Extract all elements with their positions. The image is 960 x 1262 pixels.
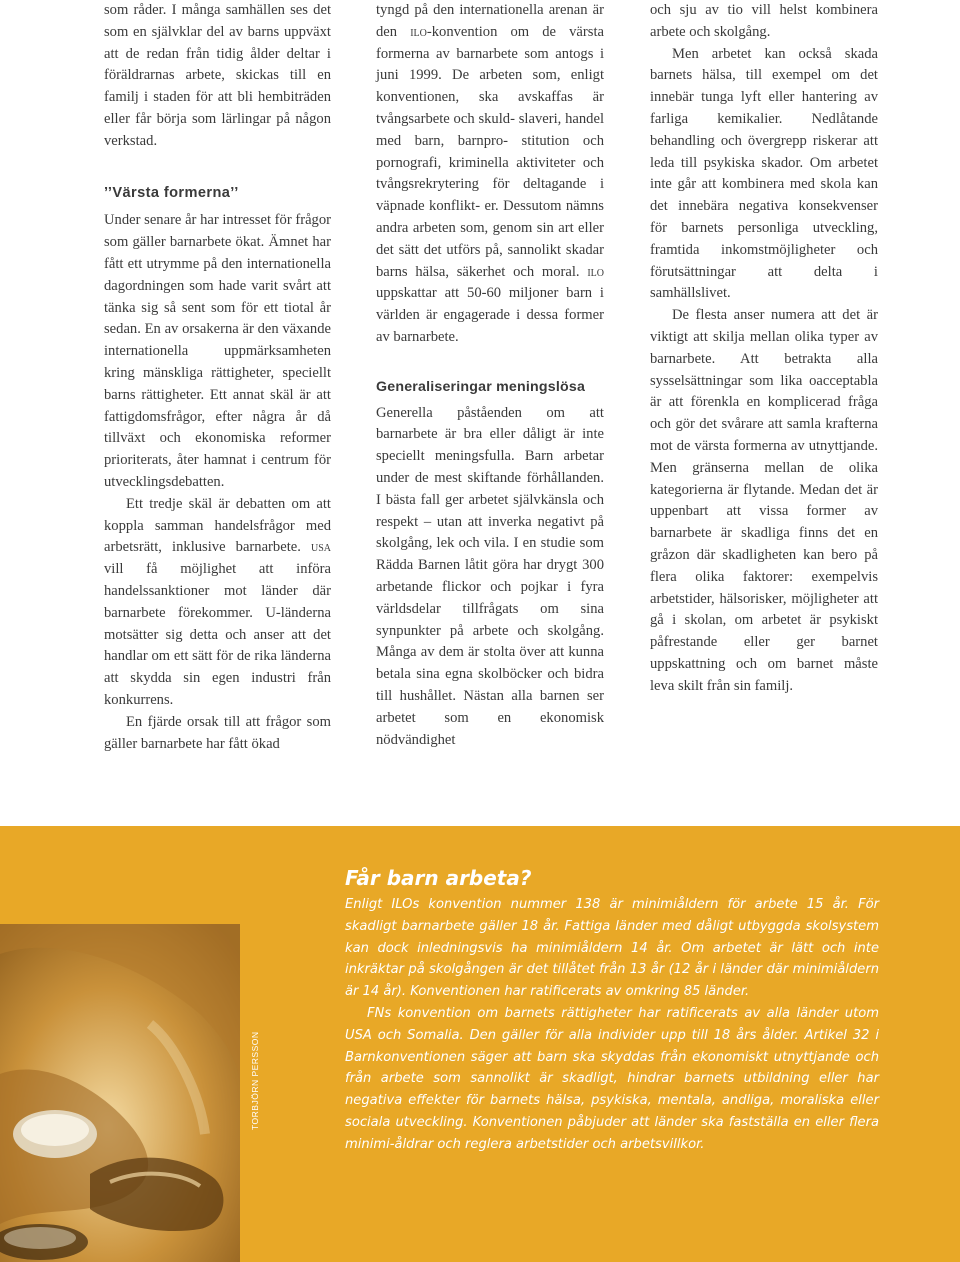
fact-box-title: Får barn arbeta?: [345, 866, 532, 890]
paragraph: En fjärde orsak till att frågor som gäller barnarbete har fått ökad: [104, 713, 331, 752]
paragraph: Generella påståenden om att barnarbete är bra eller dåligt är inte speciellt meningsfulla. Barn arbetar under de mest skiftande förhållanden. I bästa fall ger arbetet självkänsla och respekt – utan att inverka negativt på skolgång, lek och vila. I en studie som Rädda Barnen låtit göra har drygt 300 arbetande flickor och pojkar i fyra världsdelar tillfrågats om sina synpunkter på arbete och skolgång. Många av dem är stolta över att kunna betala sina egna skolböcker och bidra till hushållet. Nästan alla barnen ser arbetet som en ekonomisk nödvändighet: [376, 404, 604, 748]
text-span: vill få möjlighet att införa handelssanktioner mot länder där barnarbete förekommer. U-länderna motsätter sig detta och anser att det handlar om ett sätt för de rika länderna att skydda sin egen industri från konkurrens.: [104, 561, 331, 708]
paragraph: [104, 210, 331, 493]
abbreviation: usa: [310, 539, 331, 556]
paragraph: och sju av tio vill helst kombinera arbete och skolgång.: [650, 2, 878, 40]
text-span: En av orsakerna är den växande internationella uppmärksamheten kring mänskliga rättigheter, speciellt barns rättigheter. Ett annat skäl är att fattigdomsfrågor, efter några år då tillväxt och ekonomiska reformer prioriterats, åter hamnat i centrum för utvecklingsdebatten.: [104, 321, 331, 490]
article-column-3: [650, 0, 878, 698]
paragraph: som råder. I många samhällen ses det som en självklar del av barns uppväxt att de redan från tidig ålder deltar i föräldrarnas arbete, skickas till en familj i staden för att bli hembiträden eller får börja som lärlingar på någon verkstad.: [104, 2, 331, 149]
section-heading: ’’Värsta formerna’’: [104, 184, 239, 201]
photo-child-shoeshine: [0, 924, 240, 1262]
article-column-2: [376, 0, 604, 751]
paragraph: [104, 494, 331, 712]
text-span: Ett tredje skäl är debatten om att koppla samman handelsfrågor med arbetsrätt, inklusive barnarbete.: [104, 495, 331, 556]
photo-credit: TORBJÖRN PERSSON: [250, 1031, 260, 1131]
paragraph: [376, 0, 604, 349]
text-span: tyngd på den internationella arenan är den: [376, 2, 604, 40]
abbreviation: ilo: [587, 263, 604, 280]
paragraph: FNs konvention om barnets rättigheter har ratificerats av alla länder utom USA och Somalia. Den gäller för alla individer upp till 18 års ålder. Artikel 32 i Barnkonventionen säger att barn ska skyddas från ekonomiskt utnyttjande och från arbete som sannolikt är skadligt, hindrar barnets utbildning eller har negativa effekter för barnets hälsa, psykiska, mentala, andliga, moraliska eller sociala utveckling. Konventionen påbjuder att länder ska fastställa en eller flera minimi-åldrar och reglera arbetstider och arbetsvillkor.: [345, 1005, 879, 1152]
article-column-1: [104, 0, 331, 755]
abbreviation: ilo: [410, 23, 427, 40]
section-heading: Generaliseringar meningslösa: [376, 378, 586, 395]
text-span: -konvention om de värsta formerna av barnarbete som antogs i juni 1999. De arbeten som, enligt konventionen, ska avskaffas är tvångsarbete och skuld- slaveri, handel med barn, barnpro- stitution och pornografi, kriminella aktiviteter och tvångsrekrytering för deltagande i väpnade konflikt- er. Dessutom nämns andra arbeten som, genom sin art eller det sätt det utförs på, sannolikt skadar barns hälsa, säkerhet och moral.: [376, 23, 604, 280]
text-span: Under senare år har intresset för frågor som gäller barnarbete ökat.: [104, 212, 331, 251]
fact-box: [0, 826, 960, 1262]
text-span: uppskattar att 50-60 miljoner barn i världen är engagerade i dessa former av barnarbete.: [376, 285, 604, 345]
text-span: Ämnet har fått ett utrymme på den internationella dagordningen som hade varit svårt att tänka sig så sent som för ett tiotal år sedan.: [104, 234, 331, 338]
fact-box-text: [345, 894, 879, 1156]
paragraph: De flesta anser numera att det är viktigt att skilja mellan olika typer av barnarbete. Att betrakta alla sysselsättningar som lika oacceptabla är att förenkla en komplicerad fråga och gör det svårare att samla krafterna mot de värsta formerna av utnyttjande. Men gränserna mellan de olika kategorierna är flytande. Medan det är uppenbart att vissa former av barnarbete är skadliga finns det en gråzon där skadligheten kan bero på flera olika faktorer: exempelvis arbetstider, hälsorisker, möjligheter att gå i skolan, om arbetet är psykiskt påfrestande eller ger barnet uppskattning och om barnet måste leva skilt från sin familj.: [650, 307, 878, 694]
paragraph: Enligt ILOs konvention nummer 138 är minimiåldern för arbete 15 år. För skadligt barnarbete gäller 18 år. Fattiga länder med dåligt utbyggda skolsystem kan dock inledningsvis ha minimiåldern 14 år. Om arbetet är lätt och inte inkräktar på skolgången är det tillåtet från 13 år (12 år i länder där minimiåldern är 14 år). Konventionen har ratificerats av omkring 85 länder.: [345, 897, 879, 1000]
paragraph: Men arbetet kan också skada barnets hälsa, till exempel om det innebär tunga lyft eller hantering av farliga kemikalier. Nedlåtande behandling och övergrepp riskerar att leda till psykiska skador. Om arbetet inte går att kombinera med skola kan det innebära negativa konsekvenser för barnets personliga utveckling, framtida inkomstmöjligheter och förutsättningar att delta i samhällslivet.: [650, 45, 878, 302]
